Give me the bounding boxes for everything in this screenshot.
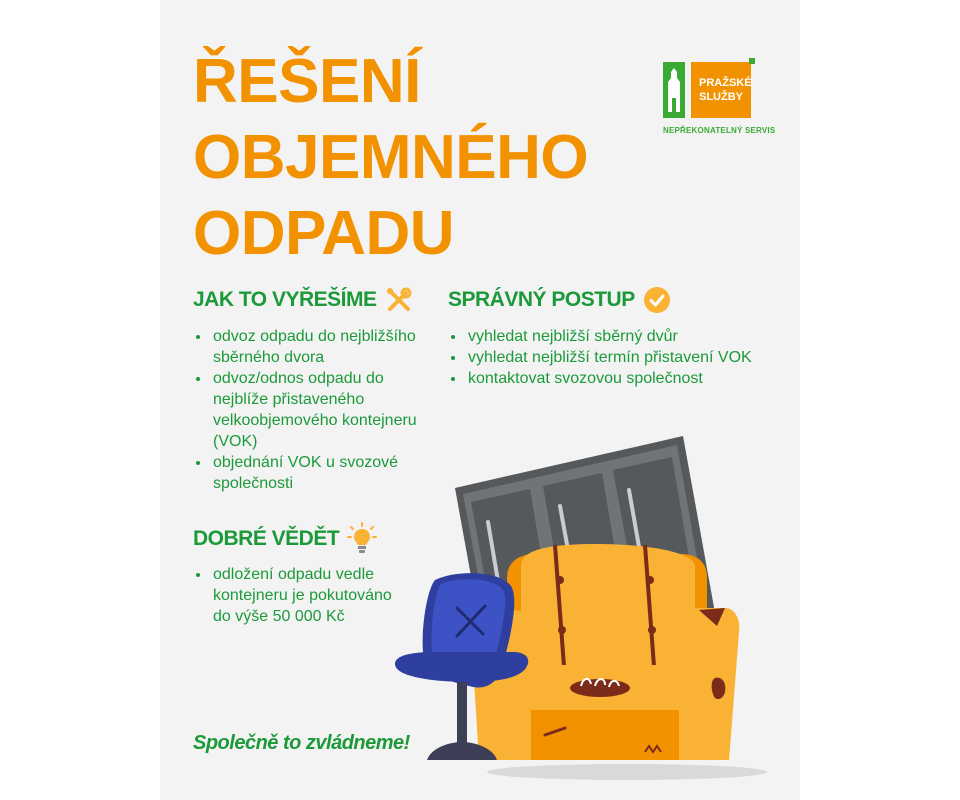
logo-mark <box>663 62 753 118</box>
list-item: • vyhledat nejbližší termín přistavení VOK <box>466 347 800 368</box>
motto: Společně to zvládneme! <box>193 732 410 754</box>
logo-corner <box>749 58 755 64</box>
page-title <box>193 44 588 272</box>
lightbulb-icon <box>347 522 377 556</box>
logo-line-1: PRAŽSKÉ <box>699 77 752 89</box>
list-jak <box>193 326 426 494</box>
logo <box>663 62 776 135</box>
tower-icon <box>663 62 685 118</box>
logo-text-block <box>691 62 751 118</box>
title-line-1: ŘEŠENÍ <box>193 47 421 116</box>
section-title-postup-text: SPRÁVNÝ POSTUP <box>448 288 635 311</box>
logo-tower-block <box>663 62 685 118</box>
logo-line-2: SLUŽBY <box>699 91 743 103</box>
list-item: • odvoz odpadu do nejbližšího sběrného dvora <box>211 326 426 368</box>
list-item: • odvoz/odnos odpadu do nejblíže přistaveného velkoobjemového kontejneru (VOK) <box>211 368 426 452</box>
list-item: • kontaktovat svozovou společnost <box>466 368 800 389</box>
checkmark-icon <box>643 286 671 314</box>
list-postup <box>448 326 800 389</box>
title-line-3: ODPADU <box>193 199 455 268</box>
section-title-postup <box>448 286 671 314</box>
section-title-jak-text: JAK TO VYŘEŠÍME <box>193 288 377 311</box>
section-title-dobre <box>193 522 377 556</box>
list-dobre <box>193 564 411 627</box>
list-item: • odložení odpadu vedle kontejneru je pokutováno do výše 50 000 Kč <box>211 564 411 627</box>
tools-icon <box>385 286 413 314</box>
title-line-2: OBJEMNÉHO <box>193 123 589 192</box>
logo-tagline: NEPŘEKONATELNÝ SERVIS <box>663 126 776 135</box>
list-item: • objednání VOK u svozové společnosti <box>211 452 426 494</box>
poster <box>160 0 800 800</box>
bulky-waste-illustration <box>395 430 800 800</box>
section-title-jak <box>193 286 413 314</box>
list-item: • vyhledat nejbližší sběrný dvůr <box>466 326 800 347</box>
section-title-dobre-text: DOBRÉ VĚDĚT <box>193 527 340 550</box>
